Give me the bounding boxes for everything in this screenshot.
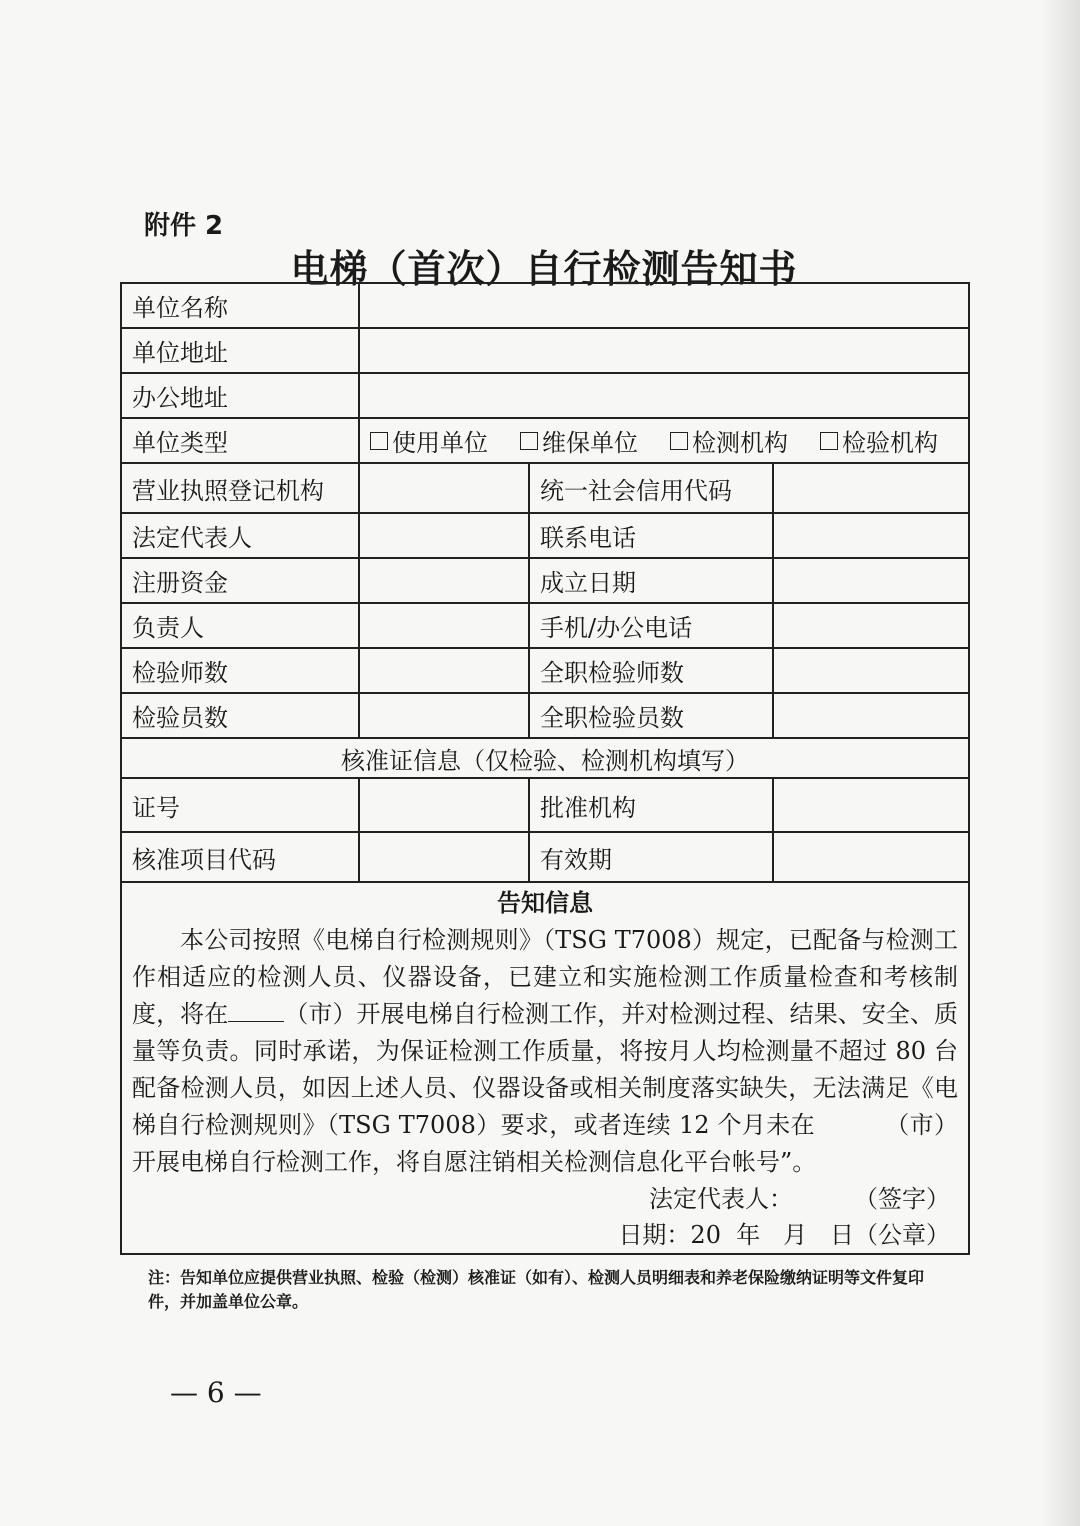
signature-line: 法定代表人： （签字） bbox=[648, 1185, 951, 1213]
form-row bbox=[121, 513, 969, 558]
date-line: 日期：20 年 月 日（公章） bbox=[618, 1221, 951, 1249]
field-unit-address[interactable] bbox=[359, 328, 969, 373]
label-approval-authority: 批准机构 bbox=[529, 778, 773, 832]
checkbox-maintenance-unit[interactable]: 维保单位 bbox=[520, 423, 638, 458]
form-row bbox=[121, 603, 969, 648]
field-fulltime-inspectors[interactable] bbox=[773, 693, 969, 738]
field-contact-phone[interactable] bbox=[773, 513, 969, 558]
label-validity-period: 有效期 bbox=[529, 832, 773, 882]
label-unit-type: 单位类型 bbox=[121, 418, 359, 463]
label-inspector-engineers: 检验师数 bbox=[121, 648, 359, 693]
notice-text-3: （市）开展电梯自行检测工作，将自愿注销相关检测信息化平台帐号”。 bbox=[132, 1111, 959, 1176]
field-registered-capital[interactable] bbox=[359, 558, 529, 603]
label-mobile-office-phone: 手机/办公电话 bbox=[529, 603, 773, 648]
checkbox-icon bbox=[520, 432, 538, 450]
checkbox-icon bbox=[820, 432, 838, 450]
field-cert-number[interactable] bbox=[359, 778, 529, 832]
form-row-notice bbox=[121, 882, 969, 1254]
unit-type-options bbox=[359, 418, 969, 463]
notice-body bbox=[132, 922, 958, 1181]
field-inspector-engineers[interactable] bbox=[359, 648, 529, 693]
form-row-unit-address bbox=[121, 328, 969, 373]
field-mobile-office-phone[interactable] bbox=[773, 603, 969, 648]
form-row-office-address bbox=[121, 373, 969, 418]
label-fulltime-inspectors: 全职检验员数 bbox=[529, 693, 773, 738]
document-title: 电梯（首次）自行检测告知书 bbox=[290, 247, 798, 291]
footnote: 注：告知单位应提供营业执照、检验（检测）核准证（如有）、检测人员明细表和养老保险缴纳证明等文件复印件，并加盖单位公章。 bbox=[148, 1268, 925, 1311]
label-registered-capital: 注册资金 bbox=[121, 558, 359, 603]
label-person-in-charge: 负责人 bbox=[121, 603, 359, 648]
label-legal-representative: 法定代表人 bbox=[121, 513, 359, 558]
form-row bbox=[121, 463, 969, 513]
city-blank-1[interactable] bbox=[228, 997, 284, 1022]
label-license-authority: 营业执照登记机构 bbox=[121, 463, 359, 513]
label-credit-code: 统一社会信用代码 bbox=[529, 463, 773, 513]
form-row bbox=[121, 648, 969, 693]
label-approved-item-code: 核准项目代码 bbox=[121, 832, 359, 882]
label-office-address: 办公地址 bbox=[121, 373, 359, 418]
field-credit-code[interactable] bbox=[773, 463, 969, 513]
attachment-label: 附件 2 bbox=[144, 211, 224, 241]
checkbox-icon bbox=[370, 432, 388, 450]
form-row bbox=[121, 558, 969, 603]
form-row bbox=[121, 693, 969, 738]
field-inspectors[interactable] bbox=[359, 693, 529, 738]
form-row-cert-section bbox=[121, 738, 969, 778]
label-cert-number: 证号 bbox=[121, 778, 359, 832]
form-row bbox=[121, 778, 969, 832]
label-unit-name: 单位名称 bbox=[121, 283, 359, 328]
label-contact-phone: 联系电话 bbox=[529, 513, 773, 558]
scan-edge-shadow bbox=[1040, 0, 1080, 1526]
label-fulltime-inspector-engineers: 全职检验师数 bbox=[529, 648, 773, 693]
notice-cell bbox=[121, 882, 969, 1254]
page-number: — 6 — bbox=[170, 1376, 262, 1409]
field-unit-name[interactable] bbox=[359, 283, 969, 328]
label-inspectors: 检验员数 bbox=[121, 693, 359, 738]
field-approval-authority[interactable] bbox=[773, 778, 969, 832]
checkbox-icon bbox=[670, 432, 688, 450]
form-row bbox=[121, 832, 969, 882]
field-fulltime-inspector-engineers[interactable] bbox=[773, 648, 969, 693]
checkbox-user-unit[interactable]: 使用单位 bbox=[370, 423, 488, 458]
cert-section-heading: 核准证信息（仅检验、检测机构填写） bbox=[121, 738, 969, 778]
label-unit-address: 单位地址 bbox=[121, 328, 359, 373]
field-founding-date[interactable] bbox=[773, 558, 969, 603]
checkbox-inspection-agency[interactable]: 检验机构 bbox=[820, 423, 938, 458]
notice-heading: 告知信息 bbox=[497, 889, 593, 917]
field-approved-item-code[interactable] bbox=[359, 832, 529, 882]
form-row-unit-type bbox=[121, 418, 969, 463]
label-founding-date: 成立日期 bbox=[529, 558, 773, 603]
field-validity-period[interactable] bbox=[773, 832, 969, 882]
notice-text-2: （市）开展电梯自行检测工作，并对检测过程、结果、安全、质量等负责。同时承诺，为保证检测工作质量，将按月人均检测量不超过 80 台配备检测人员，如因上述人员、仪器设备或相关制度落实缺失，无法满足《电梯自行检测规则》（TSG T7008）要求，或者连续 12 个月未在 bbox=[132, 1000, 959, 1139]
field-legal-representative[interactable] bbox=[359, 513, 529, 558]
notice-text-1: 本公司按照《电梯自行检测规则》（TSG T7008）规定，已配备与检测工作相适应的检测人员、仪器设备，已建立和实施检测工作质量检查和考核制度，将在 bbox=[132, 926, 959, 1028]
field-person-in-charge[interactable] bbox=[359, 603, 529, 648]
form-row-unit-name bbox=[121, 283, 969, 328]
checkbox-testing-agency[interactable]: 检测机构 bbox=[670, 423, 788, 458]
notice-form-table bbox=[120, 282, 970, 1255]
field-office-address[interactable] bbox=[359, 373, 969, 418]
field-license-authority[interactable] bbox=[359, 463, 529, 513]
